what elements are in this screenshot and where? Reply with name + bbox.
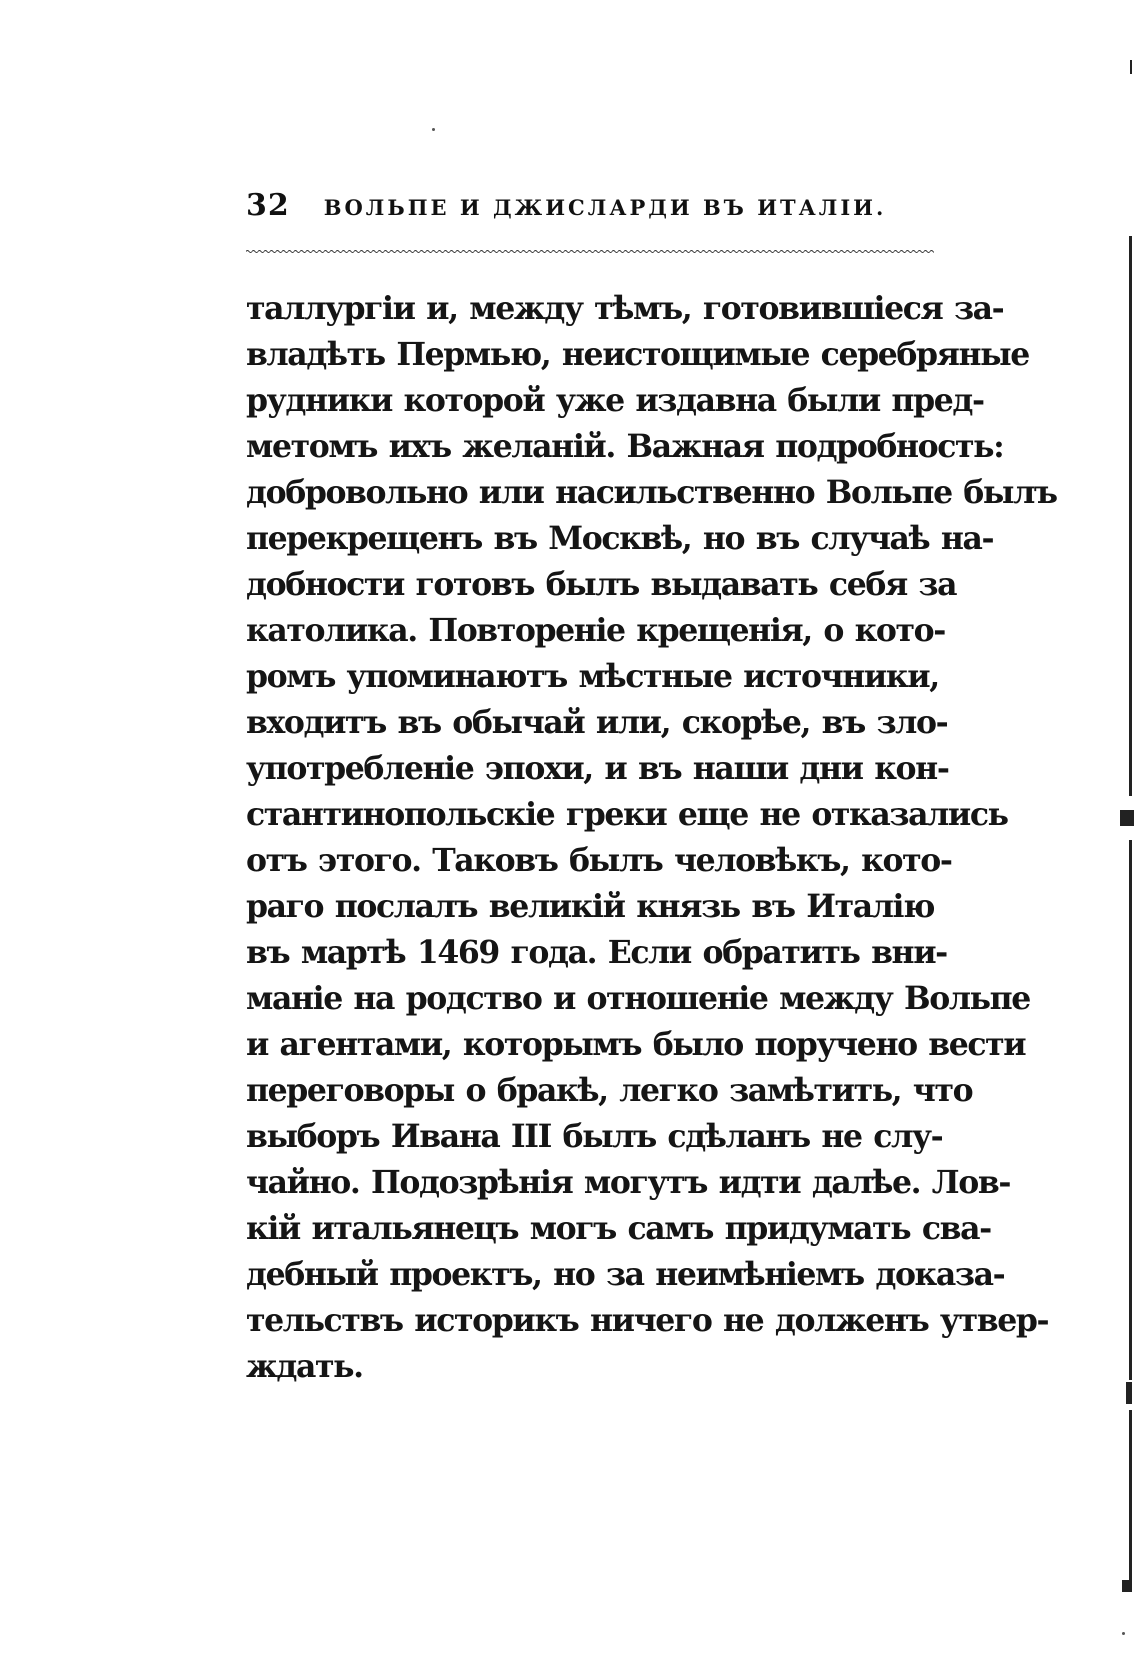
page-number: 32 [246,188,290,223]
text-line: переговоры о бракѣ, легко замѣтить, что [246,1072,973,1109]
text-line: таллургіи и, между тѣмъ, готовившіеся за- [246,290,1004,327]
text-line: употребленіе эпохи, и въ наши дни кон- [246,750,949,787]
text-line: и агентами, которымъ было поручено вести [246,1026,1026,1063]
text-line: тельствъ историкъ ничего не долженъ утвер- [246,1302,1049,1339]
text-line: отъ этого. Таковъ былъ человѣкъ, кото- [246,842,952,879]
text-line: владѣть Пермью, неистощимые серебряные [246,336,1029,373]
text-line: маніе на родство и отношеніе между Вольпе [246,980,1030,1017]
text-line: католика. Повтореніе крещенія, о кото- [246,612,945,649]
text-line: выборъ Ивана III былъ сдѣланъ не слу- [246,1118,943,1155]
scan-edge-mark [1129,1410,1132,1590]
running-head [246,188,936,228]
speck [1122,1632,1125,1635]
speck [432,128,435,131]
text-line: добровольно или насильственно Вольпе былъ [246,474,1057,511]
text-line: дебный проектъ, но за неимѣніемъ доказа- [246,1256,1005,1293]
scan-edge-mark [1130,60,1132,74]
text-line: раго послалъ великій князь въ Италію [246,888,934,925]
text-line: рудники которой уже издавна были пред- [246,382,984,419]
body-text [246,286,1057,1390]
text-line: метомъ ихъ желаній. Важная подробность: [246,428,1004,465]
scan-edge-mark [1129,236,1132,796]
text-line: ждать. [246,1348,363,1385]
scan-edge-mark [1122,1580,1132,1592]
text-line: входитъ въ обычай или, скорѣе, въ зло- [246,704,948,741]
text-line: добности готовъ былъ выдавать себя за [246,566,957,603]
text-line: кій итальянецъ могъ самъ придумать сва- [246,1210,991,1247]
scan-edge-mark [1120,810,1134,826]
text-line: въ мартѣ 1469 года. Если обратить вни- [246,934,947,971]
scan-edge-mark [1126,1382,1132,1404]
scan-edge-mark [1129,840,1132,1380]
text-line: чайно. Подозрѣнія могутъ идти далѣе. Лов- [246,1164,1010,1201]
text-line: ромъ упоминаютъ мѣстные источники, [246,658,939,695]
text-line: перекрещенъ въ Москвѣ, но въ случаѣ на- [246,520,994,557]
text-line: стантинопольскіе греки еще не отказались [246,796,1008,833]
running-title: ВОЛЬПЕ И ДЖИСЛАРДИ ВЪ ИТАЛІИ. [323,195,887,220]
decorative-wavy-rule [246,249,934,254]
